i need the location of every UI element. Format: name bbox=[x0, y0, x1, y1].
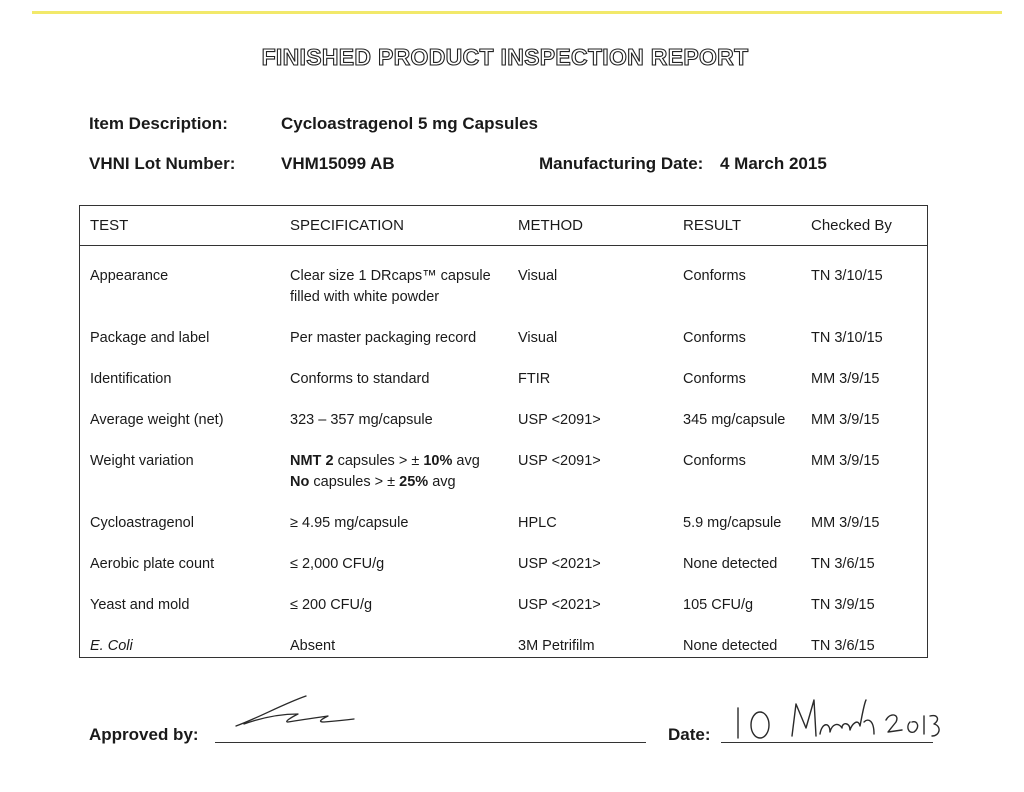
table-row bbox=[80, 308, 928, 349]
cell-test: Yeast and mold bbox=[90, 597, 190, 613]
cell-result: Conforms bbox=[683, 453, 746, 469]
signature-image bbox=[228, 692, 358, 732]
manufacturing-date-value: 4 March 2015 bbox=[720, 154, 827, 173]
cell-test: Identification bbox=[90, 371, 172, 387]
cell-method: FTIR bbox=[518, 371, 551, 387]
spec-percent: 10% bbox=[423, 453, 453, 469]
cell-method: USP <2021> bbox=[518, 556, 601, 572]
spec-line-1: Clear size 1 DRcaps™ capsule bbox=[290, 268, 491, 284]
spec-avg: avg bbox=[432, 474, 456, 490]
table-row bbox=[80, 616, 928, 658]
cell-spec: 323 – 357 mg/capsule bbox=[290, 412, 433, 428]
cell-test: E. Coli bbox=[90, 638, 133, 654]
cell-test: Appearance bbox=[90, 268, 169, 284]
spec-line-2: filled with white powder bbox=[290, 289, 440, 305]
cell-checked-by: MM 3/9/15 bbox=[811, 453, 880, 469]
spec-nmt: NMT bbox=[290, 453, 322, 469]
cell-result: None detected bbox=[683, 556, 778, 572]
cell-test: Cycloastragenol bbox=[90, 515, 194, 531]
header-test: TEST bbox=[80, 206, 281, 246]
cell-checked-by: TN 3/9/15 bbox=[811, 597, 875, 613]
cell-checked-by: TN 3/6/15 bbox=[811, 556, 875, 572]
cell-checked-by: TN 3/10/15 bbox=[811, 330, 883, 346]
cell-spec bbox=[280, 431, 508, 493]
cell-spec: ≥ 4.95 mg/capsule bbox=[290, 515, 409, 531]
cell-result: Conforms bbox=[683, 268, 746, 284]
cell-method: USP <2091> bbox=[518, 453, 601, 469]
header-result: RESULT bbox=[673, 206, 801, 246]
spec-percent: 25% bbox=[399, 474, 429, 490]
handwritten-date bbox=[726, 692, 956, 744]
header-checked-by: Checked By bbox=[801, 206, 928, 246]
header-method: METHOD bbox=[508, 206, 673, 246]
cell-method: USP <2021> bbox=[518, 597, 601, 613]
approved-by-line bbox=[215, 742, 646, 743]
cell-result: 5.9 mg/capsule bbox=[683, 515, 782, 531]
cell-checked-by: MM 3/9/15 bbox=[811, 515, 880, 531]
cell-test: Average weight (net) bbox=[90, 412, 224, 428]
spec-count: 2 bbox=[325, 453, 334, 469]
cell-method: 3M Petrifilm bbox=[518, 638, 595, 654]
report-title: FINISHED PRODUCT INSPECTION REPORT bbox=[261, 44, 749, 70]
spec-text: capsules > ± bbox=[313, 474, 396, 490]
table-row bbox=[80, 246, 928, 309]
item-description-label: Item Description: bbox=[89, 114, 228, 133]
top-highlight-line bbox=[32, 11, 1002, 14]
cell-checked-by: MM 3/9/15 bbox=[811, 412, 880, 428]
cell-method: HPLC bbox=[518, 515, 557, 531]
cell-method: USP <2091> bbox=[518, 412, 601, 428]
cell-spec: Absent bbox=[290, 638, 336, 654]
spec-avg: avg bbox=[456, 453, 480, 469]
cell-checked-by: TN 3/10/15 bbox=[811, 268, 883, 284]
date-label: Date: bbox=[668, 725, 711, 744]
cell-test: Package and label bbox=[90, 330, 210, 346]
table-row bbox=[80, 390, 928, 431]
table-row bbox=[80, 534, 928, 575]
cell-checked-by: TN 3/6/15 bbox=[811, 638, 875, 654]
cell-method: Visual bbox=[518, 268, 558, 284]
cell-spec: Conforms to standard bbox=[290, 371, 430, 387]
table-row bbox=[80, 575, 928, 616]
cell-test: Weight variation bbox=[90, 453, 194, 469]
header-specification: SPECIFICATION bbox=[280, 206, 508, 246]
table-header-row bbox=[80, 206, 928, 246]
cell-result: None detected bbox=[683, 638, 778, 654]
cell-spec bbox=[280, 246, 508, 309]
cell-spec: Per master packaging record bbox=[290, 330, 477, 346]
table-row bbox=[80, 431, 928, 493]
cell-result: Conforms bbox=[683, 371, 746, 387]
spec-text: capsules > ± bbox=[337, 453, 420, 469]
cell-checked-by: MM 3/9/15 bbox=[811, 371, 880, 387]
approved-by-label: Approved by: bbox=[89, 725, 199, 744]
table-row bbox=[80, 349, 928, 390]
cell-method: Visual bbox=[518, 330, 558, 346]
manufacturing-date-label: Manufacturing Date: bbox=[539, 154, 704, 173]
cell-test: Aerobic plate count bbox=[90, 556, 215, 572]
cell-result: 345 mg/capsule bbox=[683, 412, 786, 428]
table-row bbox=[80, 493, 928, 534]
cell-spec: ≤ 2,000 CFU/g bbox=[290, 556, 385, 572]
inspection-table bbox=[79, 205, 928, 658]
spec-no: No bbox=[290, 474, 310, 490]
cell-result: Conforms bbox=[683, 330, 746, 346]
lot-number-label: VHNI Lot Number: bbox=[89, 154, 236, 173]
item-description-value: Cycloastragenol 5 mg Capsules bbox=[281, 114, 538, 133]
cell-result: 105 CFU/g bbox=[683, 597, 754, 613]
cell-spec: ≤ 200 CFU/g bbox=[290, 597, 373, 613]
table-header bbox=[80, 206, 928, 246]
lot-number-value: VHM15099 AB bbox=[281, 154, 395, 173]
